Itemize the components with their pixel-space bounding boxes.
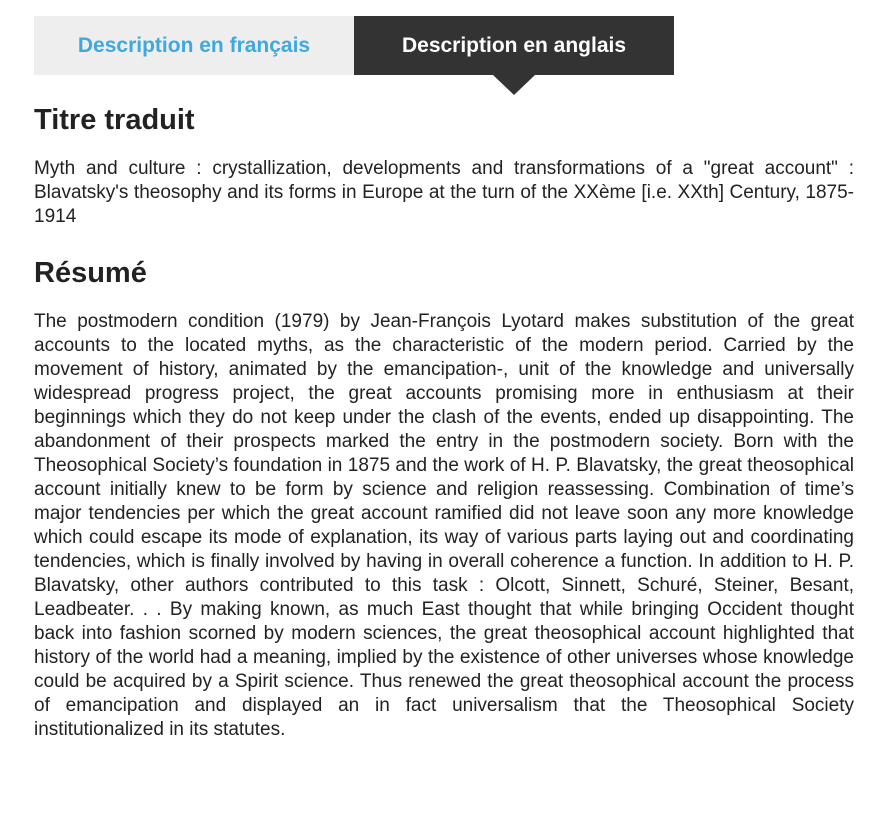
active-tab-pointer-icon: [493, 75, 535, 95]
translated-title-text: Myth and culture : crystallization, developments and transformations of a "great account" : Blavatsky's theosophy and its forms in Europe at the turn of the XXème [i.e. XXth] Century, 1875-1914: [34, 158, 854, 227]
translated-title-heading: Titre traduit: [34, 104, 195, 136]
tab-english-description[interactable]: [354, 16, 674, 75]
summary-text: The postmodern condition (1979) by Jean-François Lyotard makes substitution of the great accounts to the located myths, as the characteristic of the modern period. Carried by the movement of history, animated by the emancipation-, unit of the knowledge and universally widespread progress project, the great accounts promising more in enthusiasm at their beginnings which they do not keep under the clash of the events, ended up disappointing. The abandonment of their prospects marked the entry in the postmodern society. Born with the Theosophical Society’s foundation in 1875 and the work of H. P. Blavatsky, the great theosophical account initially knew to be form by science and religion reassessing. Combination of time’s major tendencies per which the great account ramified did not leave soon any more knowledge which could escape its mode of explanation, its way of various parts laying out and coordinating tendencies, which is finally involved by having in overall coherence a function. In addition to H. P. Blavatsky, other authors contributed to this task : Olcott, Sinnett, Schuré, Steiner, Besant, Leadbeater. . . By making known, as much East thought that while bringing Occident thought back into fashion scorned by modern sciences, the great theosophical account highlighted that history of the world had a meaning, implied by the existence of other universes whose knowledge could be acquired by a Spirit science. Thus renewed the great theosophical account the process of emancipation and displayed an in fact universalism that the Theosophical Society institutionalized in its statutes.: [34, 311, 854, 740]
description-tabs: [34, 16, 674, 75]
summary-heading: Résumé: [34, 257, 147, 289]
description-content: [34, 100, 854, 742]
tab-french-label: Description en français: [77, 33, 311, 57]
tab-english-label: Description en anglais: [401, 33, 627, 57]
tab-french-description[interactable]: [34, 16, 354, 75]
